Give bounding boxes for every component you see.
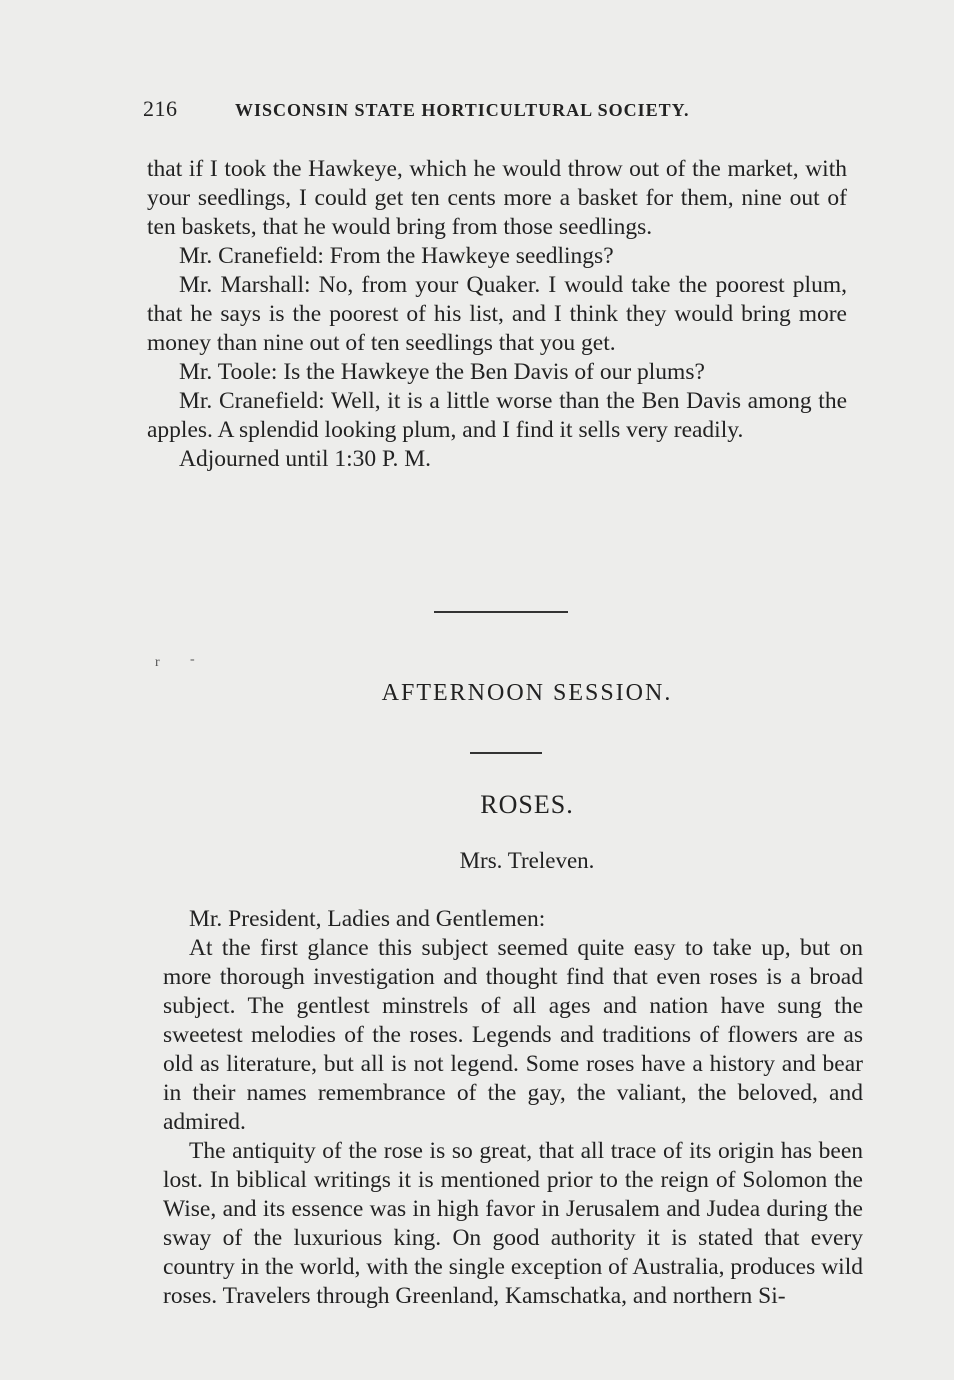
discussion-text <box>147 155 847 474</box>
adjournment-note: Adjourned until 1:30 P. M. <box>179 446 431 472</box>
article-title: ROSES. <box>480 790 574 819</box>
discussion-paragraph: that if I took the Hawkeye, which he would throw out of the market, with your seedlings, I could get ten cents more a basket for them, nine out of ten baskets, that he would bring from those seedlings. <box>147 156 847 240</box>
page-number: 216 <box>143 96 178 121</box>
article-body <box>163 905 863 1311</box>
discussion-paragraph: Mr. Toole: Is the Hawkeye the Ben Davis of our plums? <box>179 359 705 385</box>
running-header <box>143 96 783 122</box>
salutation: Mr. President, Ladies and Gentlemen: <box>189 906 546 932</box>
discussion-paragraph: Mr. Marshall: No, from your Quaker. I would take the poorest plum, that he says is the poorest of his list, and I think they would bring more money than nine out of ten seedlings that you get. <box>147 272 847 356</box>
session-heading: AFTERNOON SESSION. <box>381 680 673 706</box>
scan-speck: r <box>155 655 160 670</box>
scan-speck: - <box>190 652 195 667</box>
short-divider-rule <box>470 752 542 754</box>
discussion-paragraph: Mr. Cranefield: Well, it is a little worse than the Ben Davis among the apples. A splendid looking plum, and I find it sells very readily. <box>147 388 847 443</box>
section-divider-rule <box>434 611 568 613</box>
running-title: WISCONSIN STATE HORTICULTURAL SOCIETY. <box>235 100 690 120</box>
discussion-paragraph: Mr. Cranefield: From the Hawkeye seedlings? <box>179 243 614 269</box>
article-author: Mrs. Treleven. <box>459 848 595 873</box>
article-paragraph: At the first glance this subject seemed quite easy to take up, but on more thorough investigation and thought find that even roses is a broad subject. The gentlest minstrels of all ages and nation have sung the sweetest melodies of the roses. Legends and traditions of flowers are as old as literature, but all is not legend. Some roses have a history and bear in their names remembrance of the gay, the valiant, the beloved, and admired. <box>163 935 863 1135</box>
article-paragraph: The antiquity of the rose is so great, that all trace of its origin has been lost. In biblical writings it is mentioned prior to the reign of Solomon the Wise, and its essence was in high favor in Jerusalem and Judea during the sway of the luxurious king. On good authority it is stated that every country in the world, with the single exception of Australia, produces wild roses. Travelers through Greenland, Kamschatka, and northern Si- <box>163 1138 863 1309</box>
